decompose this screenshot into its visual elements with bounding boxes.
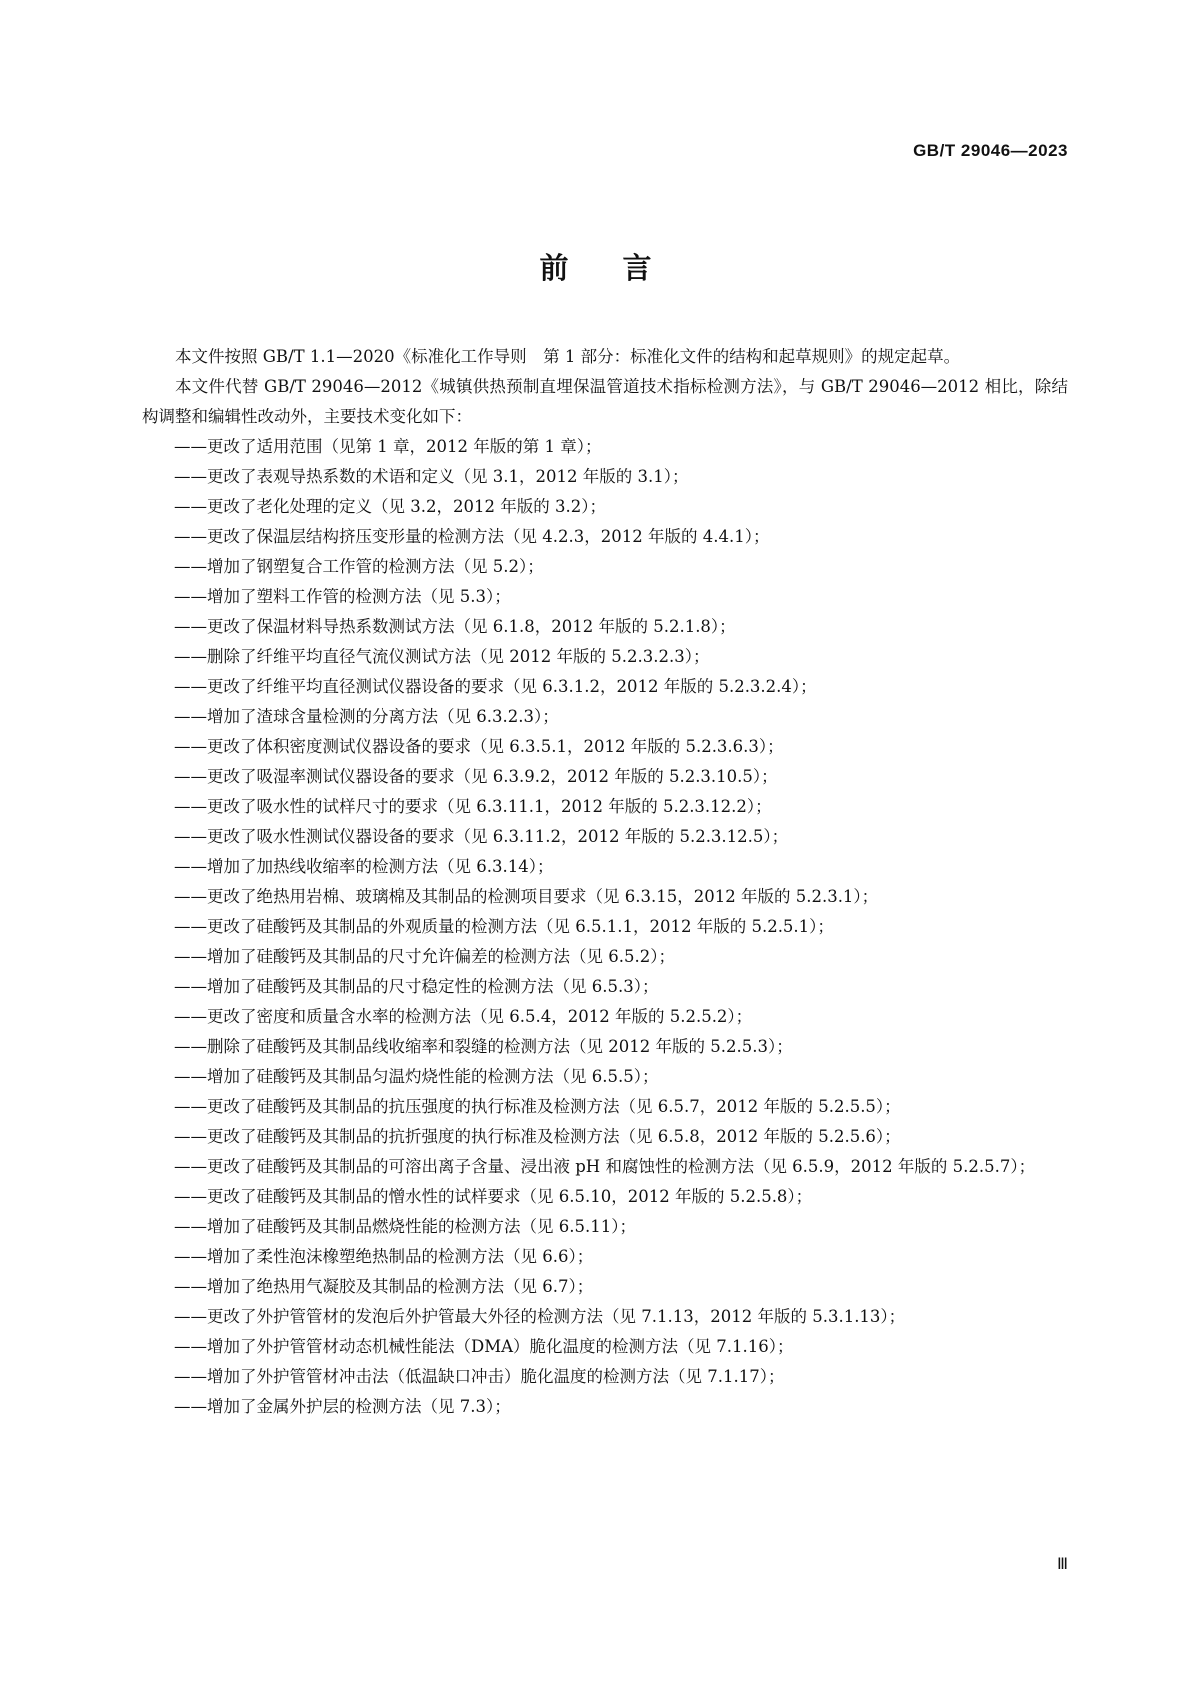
list-item	[142, 672, 1068, 702]
list-item-text: 更改了吸湿率测试仪器设备的要求（见 6.3.9.2，2012 年版的 5.2.3.10.5）；	[207, 767, 778, 786]
list-item	[142, 1272, 1068, 1302]
list-item-dash: ——	[174, 1217, 207, 1236]
list-item	[142, 522, 1068, 552]
change-list	[142, 432, 1068, 1422]
list-item-dash: ——	[174, 1037, 207, 1056]
list-item	[142, 612, 1068, 642]
list-item	[142, 1152, 1068, 1182]
list-item-dash: ——	[174, 1247, 207, 1266]
list-item-text: 更改了硅酸钙及其制品的抗折强度的执行标准及检测方法（见 6.5.8，2012 年版的 5.2.5.6）；	[207, 1127, 901, 1146]
list-item-dash: ——	[174, 617, 207, 636]
list-item	[142, 492, 1068, 522]
list-item	[142, 1332, 1068, 1362]
list-item-text: 增加了硅酸钙及其制品的尺寸允许偏差的检测方法（见 6.5.2）；	[207, 947, 675, 966]
list-item	[142, 582, 1068, 612]
list-item-text: 更改了硅酸钙及其制品的可溶出离子含量、浸出液 pH 和腐蚀性的检测方法（见 6.5.9，2012 年版的 5.2.5.7）；	[207, 1157, 1036, 1176]
list-item-dash: ——	[174, 497, 207, 516]
list-item-text: 更改了密度和质量含水率的检测方法（见 6.5.4，2012 年版的 5.2.5.2）；	[207, 1007, 753, 1026]
list-item-dash: ——	[174, 1127, 207, 1146]
list-item-text: 增加了柔性泡沫橡塑绝热制品的检测方法（见 6.6）；	[207, 1247, 594, 1266]
list-item-text: 更改了适用范围（见第 1 章，2012 年版的第 1 章）；	[207, 437, 602, 456]
list-item	[142, 1062, 1068, 1092]
list-item-dash: ——	[174, 827, 207, 846]
list-item-text: 更改了硅酸钙及其制品的外观质量的检测方法（见 6.5.1.1，2012 年版的 5.2.5.1）；	[207, 917, 834, 936]
list-item-dash: ——	[174, 557, 207, 576]
list-item-text: 增加了加热线收缩率的检测方法（见 6.3.14）；	[207, 857, 554, 876]
list-item-dash: ——	[174, 1097, 207, 1116]
list-item-text: 更改了保温层结构挤压变形量的检测方法（见 4.2.3，2012 年版的 4.4.1）；	[207, 527, 770, 546]
list-item-dash: ——	[174, 917, 207, 936]
list-item-dash: ——	[174, 587, 207, 606]
list-item	[142, 1092, 1068, 1122]
list-item-text: 更改了硅酸钙及其制品的憎水性的试样要求（见 6.5.10，2012 年版的 5.2.5.8）；	[207, 1187, 813, 1206]
list-item	[142, 1122, 1068, 1152]
paragraph-replacement-note: 本文件代替 GB/T 29046—2012《城镇供热预制直埋保温管道技术指标检测方法》，与 GB/T 29046—2012 相比，除结构调整和编辑性改动外，主要技术变化如下：	[142, 377, 1068, 426]
list-item-text: 更改了老化处理的定义（见 3.2，2012 年版的 3.2）；	[207, 497, 606, 516]
page-title: 前言	[539, 251, 706, 285]
list-item-text: 更改了保温材料导热系数测试方法（见 6.1.8，2012 年版的 5.2.1.8）；	[207, 617, 736, 636]
list-item	[142, 822, 1068, 852]
list-item	[142, 1362, 1068, 1392]
list-item-dash: ——	[174, 437, 207, 456]
list-item-text: 删除了纤维平均直径气流仪测试方法（见 2012 年版的 5.2.3.2.3）；	[207, 647, 710, 666]
list-item	[142, 942, 1068, 972]
list-item-dash: ——	[174, 527, 207, 546]
list-item	[142, 912, 1068, 942]
list-item-dash: ——	[174, 1277, 207, 1296]
list-item-dash: ——	[174, 1067, 207, 1086]
list-item-dash: ——	[174, 797, 207, 816]
document-body	[142, 342, 1068, 1422]
list-item-dash: ——	[174, 737, 207, 756]
list-item-text: 删除了硅酸钙及其制品线收缩率和裂缝的检测方法（见 2012 年版的 5.2.5.3）；	[207, 1037, 793, 1056]
paragraph-drafting-basis: 本文件按照 GB/T 1.1—2020《标准化工作导则 第 1 部分：标准化文件的结构和起草规则》的规定起草。	[175, 347, 961, 366]
list-item	[142, 1032, 1068, 1062]
list-item-text: 更改了吸水性的试样尺寸的要求（见 6.3.11.1，2012 年版的 5.2.3.12.2）；	[207, 797, 772, 816]
list-item	[142, 1182, 1068, 1212]
list-item-text: 更改了绝热用岩棉、玻璃棉及其制品的检测项目要求（见 6.3.15，2012 年版的 5.2.3.1）；	[207, 887, 879, 906]
list-item-dash: ——	[174, 677, 207, 696]
list-item	[142, 1392, 1068, 1422]
list-item-dash: ——	[174, 767, 207, 786]
list-item	[142, 642, 1068, 672]
list-item-text: 更改了外护管管材的发泡后外护管最大外径的检测方法（见 7.1.13，2012 年版的 5.3.1.13）；	[207, 1307, 906, 1326]
list-item	[142, 1302, 1068, 1332]
list-item-text: 更改了表观导热系数的术语和定义（见 3.1，2012 年版的 3.1）；	[207, 467, 689, 486]
list-item-text: 增加了外护管管材动态机械性能法（DMA）脆化温度的检测方法（见 7.1.16）；	[207, 1337, 794, 1356]
list-item	[142, 882, 1068, 912]
list-item-text: 增加了外护管管材冲击法（低温缺口冲击）脆化温度的检测方法（见 7.1.17）；	[207, 1367, 785, 1386]
list-item-dash: ——	[174, 887, 207, 906]
list-item-dash: ——	[174, 947, 207, 966]
list-item-text: 更改了硅酸钙及其制品的抗压强度的执行标准及检测方法（见 6.5.7，2012 年版的 5.2.5.5）；	[207, 1097, 901, 1116]
list-item-text: 增加了硅酸钙及其制品燃烧性能的检测方法（见 6.5.11）；	[207, 1217, 636, 1236]
list-item-dash: ——	[174, 1307, 207, 1326]
list-item	[142, 1242, 1068, 1272]
list-item-dash: ——	[174, 1157, 207, 1176]
list-item-dash: ——	[174, 1367, 207, 1386]
list-item	[142, 702, 1068, 732]
list-item-text: 更改了体积密度测试仪器设备的要求（见 6.3.5.1，2012 年版的 5.2.3.6.3）；	[207, 737, 784, 756]
list-item	[142, 762, 1068, 792]
list-item-text: 增加了金属外护层的检测方法（见 7.3）；	[207, 1397, 511, 1416]
list-item	[142, 432, 1068, 462]
list-item-dash: ——	[174, 707, 207, 726]
list-item-dash: ——	[174, 1337, 207, 1356]
list-item-text: 更改了纤维平均直径测试仪器设备的要求（见 6.3.1.2，2012 年版的 5.2.3.2.4）；	[207, 677, 817, 696]
list-item	[142, 732, 1068, 762]
list-item-dash: ——	[174, 1007, 207, 1026]
page-number: Ⅲ	[1056, 1556, 1068, 1573]
list-item	[142, 792, 1068, 822]
list-item	[142, 972, 1068, 1002]
list-item	[142, 462, 1068, 492]
list-item-dash: ——	[174, 467, 207, 486]
standard-code: GB/T 29046—2023	[913, 141, 1068, 160]
list-item	[142, 1212, 1068, 1242]
list-item-text: 增加了硅酸钙及其制品的尺寸稳定性的检测方法（见 6.5.3）；	[207, 977, 659, 996]
list-item-text: 更改了吸水性测试仪器设备的要求（见 6.3.11.2，2012 年版的 5.2.3.12.5）；	[207, 827, 789, 846]
list-item-dash: ——	[174, 1397, 207, 1416]
list-item-dash: ——	[174, 857, 207, 876]
list-item-text: 增加了绝热用气凝胶及其制品的检测方法（见 6.7）；	[207, 1277, 594, 1296]
list-item-text: 增加了钢塑复合工作管的检测方法（见 5.2）；	[207, 557, 544, 576]
list-item	[142, 852, 1068, 882]
list-item-text: 增加了渣球含量检测的分离方法（见 6.3.2.3）；	[207, 707, 559, 726]
list-item-text: 增加了硅酸钙及其制品匀温灼烧性能的检测方法（见 6.5.5）；	[207, 1067, 659, 1086]
list-item	[142, 552, 1068, 582]
list-item-text: 增加了塑料工作管的检测方法（见 5.3）；	[207, 587, 511, 606]
list-item-dash: ——	[174, 647, 207, 666]
list-item	[142, 1002, 1068, 1032]
list-item-dash: ——	[174, 977, 207, 996]
list-item-dash: ——	[174, 1187, 207, 1206]
